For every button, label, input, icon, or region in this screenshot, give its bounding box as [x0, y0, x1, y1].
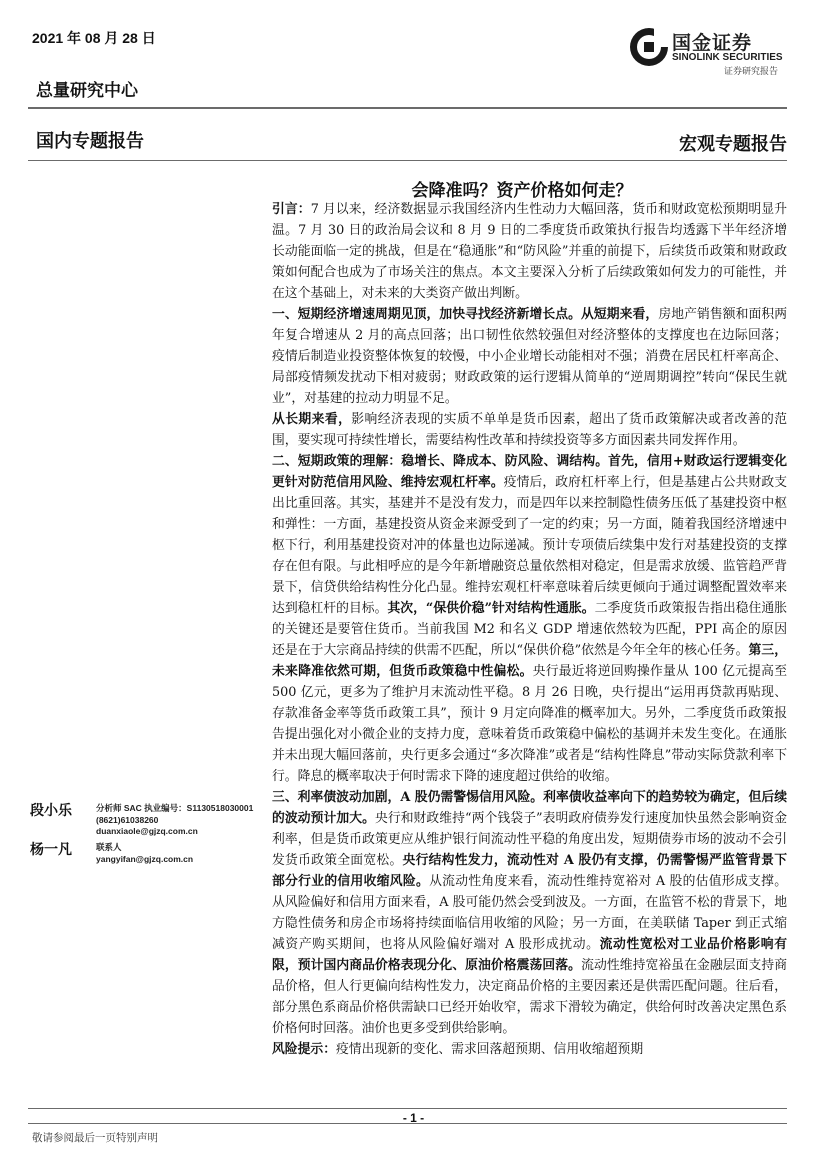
author-info	[96, 803, 253, 838]
body-paragraph	[272, 409, 787, 451]
author-email[interactable]: duanxiaole@gjzq.com.cn	[96, 826, 198, 836]
body-text: 影响经济表现的实质不单单是货币因素，超出了货币政策解决或者改善的范围，要实现可持续性增长，需要结构性改革和持续投资等多方面因素共同发挥作用。	[272, 412, 788, 448]
bold-text: 第三，未来降准依然可期，但货币政策稳中性偏松。	[272, 643, 788, 679]
body-text: 房地产销售额和面积两年复合增速从 2 月的高点回落；出口韧性依然较强但对经济整体的支撑度也在边际回落；疫情后制造业投资整体恢复的较慢，中小企业增长动能相对不强；消费在居民杠杆率高企、局部疫情频发扰动下相对疲弱；财政政策的运行逻辑从简单的“逆周期调控”转向“保民生就业”，对基建的拉动力明显不足。	[272, 307, 788, 406]
body-text: 疫情后，政府杠杆率上行，但是基建占公共财政支出比重回落。其实，基建并不是没有发力，而是四年以来控制隐性债务压低了基建投资中枢和弹性：一方面，基建投资从资金来源受到了一定的约束；另一方面，随着我国经济增速中枢下行，利用基建投资对冲的体量也边际递减。预计专项债后续集中发行对基建投资的支撑存在但有限。与此相呼应的是今年新增融资总量依然相对稳定，但是需求放缓、监管趋严背景下，信贷供给结构性分化凸显。维持宏观杠杆率意味着后续更倾向于通过调整配置效率来达到稳杠杆的目标。	[272, 475, 788, 616]
page-number: - 1 -	[402, 1111, 425, 1125]
contact-name: 杨一凡	[30, 842, 72, 858]
bold-text: 三、利率债波动加剧，A 股仍需警惕信用风险。利率债收益率向下的趋势较为确定，但后续的波动预计加大。	[272, 790, 787, 826]
disclaimer-note: 敬请参阅最后一页特别声明	[32, 1132, 158, 1144]
body-text: 央行和财政维持“两个钱袋子”表明政府债券发行速度加快虽然会影响资金利率，但是货币政策更应从维护银行间流动性平稳的角度出发，短期债券市场的波动不会引发货币政策全面宽松。	[272, 811, 788, 868]
body-paragraph	[272, 787, 787, 1039]
report-body	[272, 199, 787, 1060]
author-cert: 分析师 SAC 执业编号：S1130518030001	[96, 803, 254, 813]
bold-text: 引言：	[272, 202, 311, 217]
body-text: 7 月以来，经济数据显示我国经济内生性动力大幅回落，货币和财政宽松预期明显升温。7 月 30 日的政治局会议和 8 月 9 日的二季度货币政策执行报告均透露下半年经济增长动能面临一定的挑战，但是在“稳通胀”和“防风险”并重的前提下，后续货币政策和财政政策如何配合也成为了市场关注的焦点。本文主要深入分析了后续政策如何发力的可能性，并在这个基础上，对未来的大类资产做出判断。	[272, 202, 788, 301]
body-paragraph	[272, 199, 787, 304]
report-type: 宏观专题报告	[679, 134, 787, 155]
body-paragraph	[272, 451, 787, 787]
author-phone: (8621)61038260	[96, 814, 159, 825]
contact-email[interactable]: yangyifan@gjzq.com.cn	[96, 853, 194, 864]
divider-footer	[28, 1108, 787, 1109]
bold-text: 流动性宽松对工业品价格影响有限，预计国内商品价格表现分化、原油价格震荡回落。	[272, 937, 787, 973]
report-date: 2021 年 08 月 28 日	[32, 30, 156, 46]
contact-role: 联系人	[96, 842, 122, 852]
divider-top	[28, 107, 787, 109]
bold-text: 从长期来看，	[272, 412, 352, 427]
bold-text: 风险提示：	[272, 1042, 336, 1057]
body-paragraph	[272, 304, 787, 409]
bold-text: 二、短期政策的理解：稳增长、降成本、防风险、调结构。首先，信用+财政运行逻辑变化更针对防范信用风险、维持宏观杠杆率。	[272, 454, 787, 490]
body-text: 疫情出现新的变化、需求回落超预期、信用收缩超预期	[335, 1042, 644, 1057]
report-category: 国内专题报告	[36, 131, 144, 152]
contact-info	[96, 842, 193, 865]
logo-english-name: SINOLINK SECURITIES	[672, 52, 783, 63]
logo-subtitle: 证券研究报告	[724, 67, 779, 77]
logo-name: 国金证券	[672, 32, 753, 54]
bold-text: 一、短期经济增速周期见顶，加快寻找经济新增长点。从短期来看，	[272, 307, 659, 322]
author-name: 段小乐	[30, 803, 72, 819]
body-text: 流动性维持宽裕虽在金融层面支持商品价格，但人行更偏向结构性发力，决定商品价格的主要因素还是供需匹配问题。往后看，部分黑色系商品价格供需缺口已经开始收窄，需求下滑较为确定，供给何时改善决定黑色系价格何时回落。油价也更多受到供给影响。	[272, 958, 788, 1036]
bold-text: 其次，“保供价稳”针对结构性通胀。	[387, 601, 595, 616]
body-text: 央行最近将逆回购操作量从 100 亿元提高至 500 亿元，更多为了维护月末流动性平稳。8 月 26 日晚，央行提出“运用再贷款再贴现、存款准备金率等货币政策工具”，预计 9 月定向降准的概率加大。另外，二季度货币政策报告提出强化对小微企业的支持力度，意味着货币政策稳中偏松的基调并未发生变化。在通胀并未出现大幅回落前，央行更多会通过“多次降准”或者是“结构性降息”带动实际贷款利率下行。降息的概率取决于何时需求下降的速度超过供给的收缩。	[272, 664, 788, 784]
body-text: 二季度货币政策报告指出稳住通胀的关键还是要管住货币。当前我国 M2 和名义 GDP 增速依然较为匹配，PPI 高企的原因还是在于大宗商品持续的供需不匹配，所以“保供价稳”依然是今年全年的核心任务。	[272, 601, 788, 658]
logo-mark-icon	[628, 26, 670, 68]
bold-text: 央行结构性发力，流动性对 A 股仍有支撑，仍需警惕严监管背景下部分行业的信用收缩风险。	[272, 853, 788, 889]
report-title: 会降准吗？资产价格如何走？	[411, 181, 633, 201]
body-text: 从流动性角度来看，流动性维持宽裕对 A 股的估值形成支撑。从风险偏好和信用方面来看，A 股可能仍然会受到波及。一方面，在监管不松的背景下，地方隐性债务和房企市场将持续面临信用收缩的风险；另一方面，在美联储 Taper 到正式缩减资产购买期间，也将从风险偏好端对 A 股形成扰动。	[272, 874, 788, 952]
divider-header	[28, 160, 787, 161]
research-center: 总量研究中心	[36, 81, 138, 101]
divider-bottom	[28, 1123, 787, 1124]
body-paragraph	[272, 1039, 787, 1060]
